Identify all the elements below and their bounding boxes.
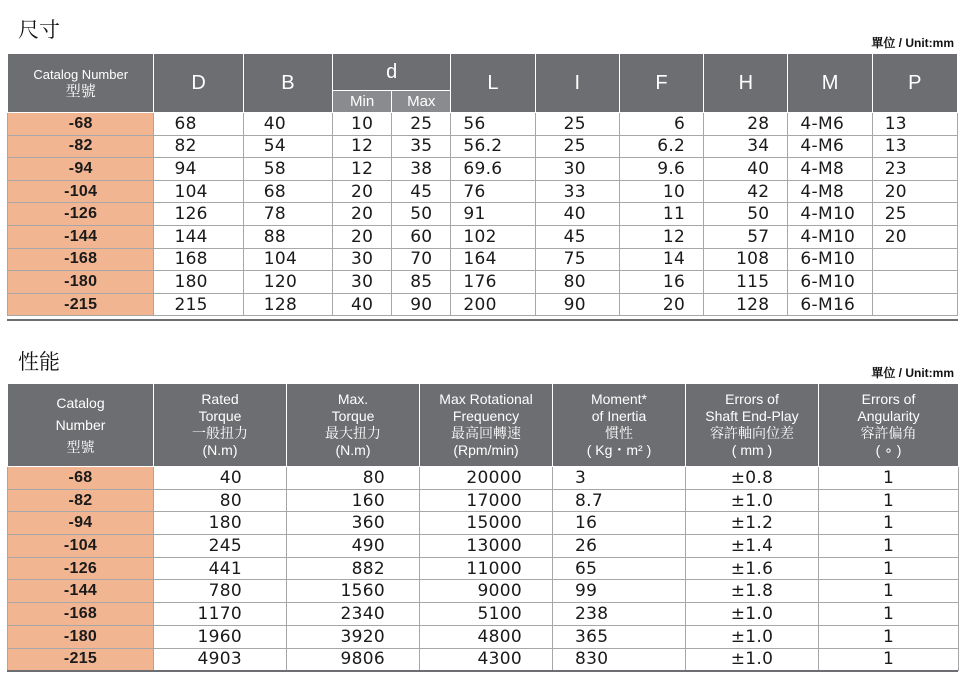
dim-cell-F: 12: [619, 225, 703, 248]
perf-cell-moment: 830: [553, 648, 686, 671]
catalog-number-cell: -94: [8, 158, 154, 181]
dim-cell-F: 14: [619, 248, 703, 271]
catalog-number-cell: -180: [8, 625, 154, 648]
dim-cell-dmin: 20: [333, 225, 392, 248]
dim-cell-L: 200: [451, 293, 535, 316]
dim-cell-dmin: 12: [333, 135, 392, 158]
dim-cell-F: 20: [619, 293, 703, 316]
perf-header-moment: Moment* of Inertia 慣性 ( Kg・m² ): [553, 384, 686, 467]
performance-row: [8, 557, 959, 580]
dimensions-row: [8, 113, 958, 136]
perf-header-rated: Rated Torque 一般扭力 (N.m): [154, 384, 287, 467]
dim-cell-M: 6-M16: [788, 293, 872, 316]
performance-unit-note: 單位 / Unit:mm: [871, 366, 954, 380]
dim-cell-I: 40: [535, 203, 619, 226]
header-F: F: [619, 54, 703, 113]
dim-cell-B: 68: [243, 180, 332, 203]
perf-header-errors-ang: Errors of Angularity 容許偏角 ( ∘ ): [819, 384, 959, 467]
catalog-number-cell: -144: [8, 225, 154, 248]
dim-cell-P: 20: [872, 225, 957, 248]
performance-row: [8, 648, 959, 671]
dim-cell-P: 13: [872, 113, 957, 136]
dim-cell-D: 180: [154, 271, 243, 294]
catalog-number-cell: -126: [8, 557, 154, 580]
dim-cell-L: 56.2: [451, 135, 535, 158]
perf-cell-max: 2340: [287, 603, 420, 626]
dim-cell-D: 68: [154, 113, 243, 136]
dim-cell-H: 42: [704, 180, 788, 203]
catalog-number-cell: -68: [8, 467, 154, 490]
perf-cell-rated: 1170: [154, 603, 287, 626]
perf-cell-shaft: ±1.0: [686, 648, 819, 671]
dim-cell-dmax: 38: [392, 158, 451, 181]
dimensions-row: [8, 180, 958, 203]
header-D: D: [154, 54, 243, 113]
perf-cell-shaft: ±1.4: [686, 535, 819, 558]
catalog-number-cell: -180: [8, 271, 154, 294]
dim-cell-dmax: 25: [392, 113, 451, 136]
catalog-number-cell: -168: [8, 248, 154, 271]
dim-cell-D: 215: [154, 293, 243, 316]
dim-cell-H: 40: [704, 158, 788, 181]
dim-cell-dmin: 20: [333, 203, 392, 226]
dim-cell-M: 4-M8: [788, 180, 872, 203]
dim-cell-H: 28: [704, 113, 788, 136]
dim-cell-F: 11: [619, 203, 703, 226]
perf-cell-ang: 1: [819, 648, 959, 671]
perf-cell-ang: 1: [819, 625, 959, 648]
dim-cell-L: 102: [451, 225, 535, 248]
perf-cell-max: 3920: [287, 625, 420, 648]
dim-cell-H: 115: [704, 271, 788, 294]
catalog-number-cell: -104: [8, 535, 154, 558]
dim-cell-L: 69.6: [451, 158, 535, 181]
dimensions-row: [8, 158, 958, 181]
dim-cell-dmax: 85: [392, 271, 451, 294]
dim-cell-F: 6.2: [619, 135, 703, 158]
header-M: M: [788, 54, 872, 113]
perf-cell-moment: 16: [553, 512, 686, 535]
perf-cell-max: 490: [287, 535, 420, 558]
dim-cell-M: 4-M6: [788, 113, 872, 136]
dim-cell-F: 10: [619, 180, 703, 203]
header-d: d: [333, 54, 451, 91]
catalog-number-header: Catalog Number 型號: [8, 54, 154, 113]
perf-cell-freq: 4300: [420, 648, 553, 671]
header-H: H: [704, 54, 788, 113]
dim-cell-dmin: 10: [333, 113, 392, 136]
perf-cell-freq: 17000: [420, 489, 553, 512]
dim-cell-B: 78: [243, 203, 332, 226]
catalog-number-cell: -144: [8, 580, 154, 603]
dimensions-title: 尺寸: [18, 18, 60, 42]
perf-cell-moment: 8.7: [553, 489, 686, 512]
perf-cell-ang: 1: [819, 603, 959, 626]
dim-cell-M: 4-M10: [788, 203, 872, 226]
performance-row: [8, 625, 959, 648]
header-I: I: [535, 54, 619, 113]
perf-cell-freq: 4800: [420, 625, 553, 648]
dim-cell-H: 128: [704, 293, 788, 316]
dim-cell-P: [872, 271, 957, 294]
perf-cell-shaft: ±1.8: [686, 580, 819, 603]
perf-cell-freq: 15000: [420, 512, 553, 535]
perf-header-errors-shaft: Errors of Shaft End-Play 容許軸向位差 ( mm ): [686, 384, 819, 467]
catalog-number-cell: -68: [8, 113, 154, 136]
dim-cell-M: 4-M10: [788, 225, 872, 248]
header-d-min: Min: [333, 91, 392, 113]
perf-cell-moment: 26: [553, 535, 686, 558]
perf-cell-shaft: ±1.0: [686, 603, 819, 626]
performance-bottom-rule: [7, 670, 958, 672]
dim-cell-P: 13: [872, 135, 957, 158]
catalog-number-cell: -82: [8, 135, 154, 158]
perf-cell-rated: 80: [154, 489, 287, 512]
dim-cell-F: 16: [619, 271, 703, 294]
catalog-number-cell: -126: [8, 203, 154, 226]
dimensions-table: [7, 53, 958, 316]
catalog-number-cell: -215: [8, 648, 154, 671]
dim-cell-I: 33: [535, 180, 619, 203]
dim-cell-dmax: 35: [392, 135, 451, 158]
catalog-number-cell: -215: [8, 293, 154, 316]
perf-cell-ang: 1: [819, 467, 959, 490]
dimensions-row: [8, 293, 958, 316]
dim-cell-F: 9.6: [619, 158, 703, 181]
perf-cell-max: 160: [287, 489, 420, 512]
perf-cell-rated: 245: [154, 535, 287, 558]
dim-cell-P: 23: [872, 158, 957, 181]
dim-cell-H: 34: [704, 135, 788, 158]
dim-cell-D: 126: [154, 203, 243, 226]
perf-header-catalog: Catalog Number 型號: [8, 384, 154, 467]
catalog-number-cell: -104: [8, 180, 154, 203]
performance-row: [8, 467, 959, 490]
dim-cell-M: 6-M10: [788, 248, 872, 271]
dim-cell-dmin: 12: [333, 158, 392, 181]
perf-cell-max: 882: [287, 557, 420, 580]
perf-cell-freq: 9000: [420, 580, 553, 603]
dimensions-row: [8, 135, 958, 158]
perf-cell-ang: 1: [819, 535, 959, 558]
perf-cell-moment: 238: [553, 603, 686, 626]
dim-cell-M: 6-M10: [788, 271, 872, 294]
performance-table: [7, 383, 959, 671]
perf-cell-freq: 13000: [420, 535, 553, 558]
perf-cell-freq: 5100: [420, 603, 553, 626]
perf-cell-moment: 65: [553, 557, 686, 580]
dim-cell-H: 57: [704, 225, 788, 248]
perf-cell-ang: 1: [819, 580, 959, 603]
perf-header-max-torque: Max. Torque 最大扭力 (N.m): [287, 384, 420, 467]
dim-cell-H: 50: [704, 203, 788, 226]
perf-cell-shaft: ±1.6: [686, 557, 819, 580]
dim-cell-D: 82: [154, 135, 243, 158]
dim-cell-I: 45: [535, 225, 619, 248]
dim-cell-dmax: 60: [392, 225, 451, 248]
dim-cell-B: 54: [243, 135, 332, 158]
dim-cell-L: 164: [451, 248, 535, 271]
dimensions-row: [8, 203, 958, 226]
perf-cell-rated: 40: [154, 467, 287, 490]
perf-cell-ang: 1: [819, 557, 959, 580]
perf-cell-moment: 99: [553, 580, 686, 603]
performance-title: 性能: [18, 350, 60, 374]
dim-cell-H: 108: [704, 248, 788, 271]
dim-cell-dmax: 50: [392, 203, 451, 226]
dim-cell-M: 4-M8: [788, 158, 872, 181]
dim-cell-B: 58: [243, 158, 332, 181]
dim-cell-I: 90: [535, 293, 619, 316]
dim-cell-D: 104: [154, 180, 243, 203]
dim-cell-D: 94: [154, 158, 243, 181]
dimensions-unit-note: 單位 / Unit:mm: [871, 36, 954, 50]
dim-cell-L: 91: [451, 203, 535, 226]
perf-cell-rated: 180: [154, 512, 287, 535]
dim-cell-dmin: 40: [333, 293, 392, 316]
header-P: P: [872, 54, 957, 113]
dimensions-bottom-rule: [7, 319, 958, 321]
perf-cell-freq: 20000: [420, 467, 553, 490]
perf-cell-max: 9806: [287, 648, 420, 671]
performance-row: [8, 535, 959, 558]
dim-cell-D: 144: [154, 225, 243, 248]
dim-cell-B: 128: [243, 293, 332, 316]
perf-cell-ang: 1: [819, 512, 959, 535]
dim-cell-D: 168: [154, 248, 243, 271]
perf-cell-max: 80: [287, 467, 420, 490]
dim-cell-dmax: 90: [392, 293, 451, 316]
dim-cell-dmin: 20: [333, 180, 392, 203]
catalog-number-cell: -82: [8, 489, 154, 512]
dim-cell-I: 80: [535, 271, 619, 294]
perf-cell-rated: 4903: [154, 648, 287, 671]
dim-cell-I: 30: [535, 158, 619, 181]
dim-cell-L: 176: [451, 271, 535, 294]
dimensions-row: [8, 248, 958, 271]
dim-cell-B: 104: [243, 248, 332, 271]
dim-cell-P: 20: [872, 180, 957, 203]
dimensions-row: [8, 225, 958, 248]
dim-cell-dmax: 45: [392, 180, 451, 203]
dim-cell-F: 6: [619, 113, 703, 136]
performance-row: [8, 489, 959, 512]
perf-cell-shaft: ±1.0: [686, 489, 819, 512]
perf-cell-rated: 1960: [154, 625, 287, 648]
dimensions-row: [8, 271, 958, 294]
perf-header-max-freq: Max Rotational Frequency 最高回轉速 (Rpm/min): [420, 384, 553, 467]
dim-cell-B: 120: [243, 271, 332, 294]
perf-cell-ang: 1: [819, 489, 959, 512]
dim-cell-dmin: 30: [333, 271, 392, 294]
perf-cell-max: 1560: [287, 580, 420, 603]
perf-cell-max: 360: [287, 512, 420, 535]
dim-cell-I: 25: [535, 135, 619, 158]
perf-cell-shaft: ±1.2: [686, 512, 819, 535]
performance-row: [8, 603, 959, 626]
dim-cell-P: [872, 248, 957, 271]
dim-cell-dmin: 30: [333, 248, 392, 271]
dim-cell-B: 88: [243, 225, 332, 248]
dim-cell-I: 25: [535, 113, 619, 136]
dim-cell-L: 76: [451, 180, 535, 203]
dim-cell-dmax: 70: [392, 248, 451, 271]
perf-cell-rated: 780: [154, 580, 287, 603]
dim-cell-I: 75: [535, 248, 619, 271]
performance-row: [8, 580, 959, 603]
dim-cell-P: [872, 293, 957, 316]
perf-cell-rated: 441: [154, 557, 287, 580]
header-L: L: [451, 54, 535, 113]
header-B: B: [243, 54, 332, 113]
catalog-number-cell: -168: [8, 603, 154, 626]
dim-cell-L: 56: [451, 113, 535, 136]
header-d-max: Max: [392, 91, 451, 113]
performance-row: [8, 512, 959, 535]
dim-cell-B: 40: [243, 113, 332, 136]
dim-cell-P: 25: [872, 203, 957, 226]
perf-cell-freq: 11000: [420, 557, 553, 580]
catalog-number-cell: -94: [8, 512, 154, 535]
perf-cell-moment: 3: [553, 467, 686, 490]
perf-cell-moment: 365: [553, 625, 686, 648]
perf-cell-shaft: ±1.0: [686, 625, 819, 648]
dim-cell-M: 4-M6: [788, 135, 872, 158]
perf-cell-shaft: ±0.8: [686, 467, 819, 490]
